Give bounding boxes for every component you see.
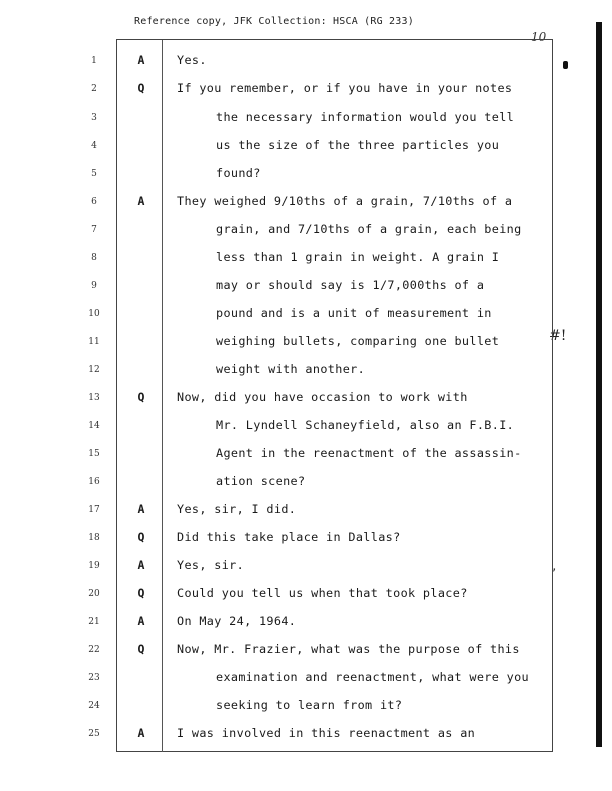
speaker-label: A <box>137 502 145 516</box>
line-number: 12 <box>88 365 100 375</box>
line-number: 20 <box>88 589 100 599</box>
line-text: may or should say is 1/7,000ths of a <box>216 278 485 292</box>
speaker-label: Q <box>137 81 145 95</box>
line-text: Yes, sir, I did. <box>177 502 297 516</box>
line-number: 10 <box>88 309 100 319</box>
line-number: 24 <box>88 701 100 711</box>
line-number: 18 <box>88 533 100 543</box>
transcript-line <box>0 221 560 241</box>
speaker-label: Q <box>137 586 145 600</box>
line-number: 11 <box>88 337 100 347</box>
transcript-line <box>0 109 560 129</box>
speaker-label: A <box>137 726 145 740</box>
speaker-label: Q <box>137 642 145 656</box>
line-text: Agent in the reenactment of the assassin- <box>216 446 522 460</box>
transcript-line <box>0 529 560 549</box>
line-number: 8 <box>91 253 97 263</box>
line-text: seeking to learn from it? <box>216 698 403 712</box>
line-text: If you remember, or if you have in your notes <box>177 81 513 95</box>
line-text: us the size of the three particles you <box>216 138 500 152</box>
page-number-mark: 10 <box>531 30 547 44</box>
line-text: Could you tell us when that took place? <box>177 586 468 600</box>
transcript-line <box>0 669 560 689</box>
line-number: 6 <box>91 197 97 207</box>
speaker-label: A <box>137 194 145 208</box>
line-number: 16 <box>88 477 100 487</box>
line-number: 2 <box>91 84 97 94</box>
transcript-line <box>0 277 560 297</box>
line-text: I was involved in this reenactment as an <box>177 726 476 740</box>
margin-annotation: #! <box>549 328 567 344</box>
transcript-line <box>0 165 560 185</box>
transcript-line <box>0 725 560 745</box>
line-text: the necessary information would you tell <box>216 110 515 124</box>
line-text: Now, did you have occasion to work with <box>177 390 468 404</box>
transcript-line <box>0 473 560 493</box>
line-text: pound and is a unit of measurement in <box>216 306 492 320</box>
speaker-label: Q <box>137 390 145 404</box>
speaker-label: A <box>137 614 145 628</box>
transcript-line <box>0 137 560 157</box>
line-text: weighing bullets, comparing one bullet <box>216 334 500 348</box>
scan-mark-dot <box>563 61 568 69</box>
transcript-line <box>0 361 560 381</box>
transcript-line <box>0 80 560 100</box>
transcript-line <box>0 641 560 661</box>
line-text: weight with another. <box>216 362 366 376</box>
line-number: 19 <box>88 561 100 571</box>
line-text: On May 24, 1964. <box>177 614 297 628</box>
line-text: grain, and 7/10ths of a grain, each being <box>216 222 522 236</box>
line-number: 22 <box>88 645 100 655</box>
line-text: Yes, sir. <box>177 558 245 572</box>
line-number: 21 <box>88 617 100 627</box>
line-text: Did this take place in Dallas? <box>177 530 401 544</box>
transcript-line <box>0 52 560 72</box>
transcript-line <box>0 193 560 213</box>
transcript-line <box>0 333 560 353</box>
line-text: found? <box>216 166 261 180</box>
line-number: 7 <box>91 225 97 235</box>
line-number: 25 <box>88 729 100 739</box>
transcript-line <box>0 445 560 465</box>
line-number: 17 <box>88 505 100 515</box>
transcript-line <box>0 389 560 409</box>
line-text: examination and reenactment, what were you <box>216 670 529 684</box>
line-number: 13 <box>88 393 100 403</box>
line-number: 23 <box>88 673 100 683</box>
speaker-label: A <box>137 53 145 67</box>
line-text: less than 1 grain in weight. A grain I <box>216 250 500 264</box>
line-number: 14 <box>88 421 100 431</box>
line-text: Now, Mr. Frazier, what was the purpose of this <box>177 642 520 656</box>
line-text: ation scene? <box>216 474 306 488</box>
line-text: They weighed 9/10ths of a grain, 7/10ths of a <box>177 194 513 208</box>
speaker-label: Q <box>137 530 145 544</box>
reference-header: Reference copy, JFK Collection: HSCA (RG 233) <box>134 16 414 27</box>
transcript-line <box>0 613 560 633</box>
transcript-line <box>0 557 560 577</box>
line-text: Mr. Lyndell Schaneyfield, also an F.B.I. <box>216 418 515 432</box>
line-number: 9 <box>91 281 97 291</box>
line-number: 15 <box>88 449 100 459</box>
transcript-line <box>0 585 560 605</box>
transcript-line <box>0 697 560 717</box>
scan-edge-bar <box>596 22 602 747</box>
transcript-line <box>0 249 560 269</box>
speaker-label: A <box>137 558 145 572</box>
line-number: 1 <box>91 56 97 66</box>
margin-tick: , <box>551 560 558 573</box>
transcript-line <box>0 305 560 325</box>
transcript-line <box>0 501 560 521</box>
line-number: 4 <box>91 141 97 151</box>
line-number: 3 <box>91 113 97 123</box>
line-text: Yes. <box>177 53 207 67</box>
line-number: 5 <box>91 169 97 179</box>
transcript-line <box>0 417 560 437</box>
